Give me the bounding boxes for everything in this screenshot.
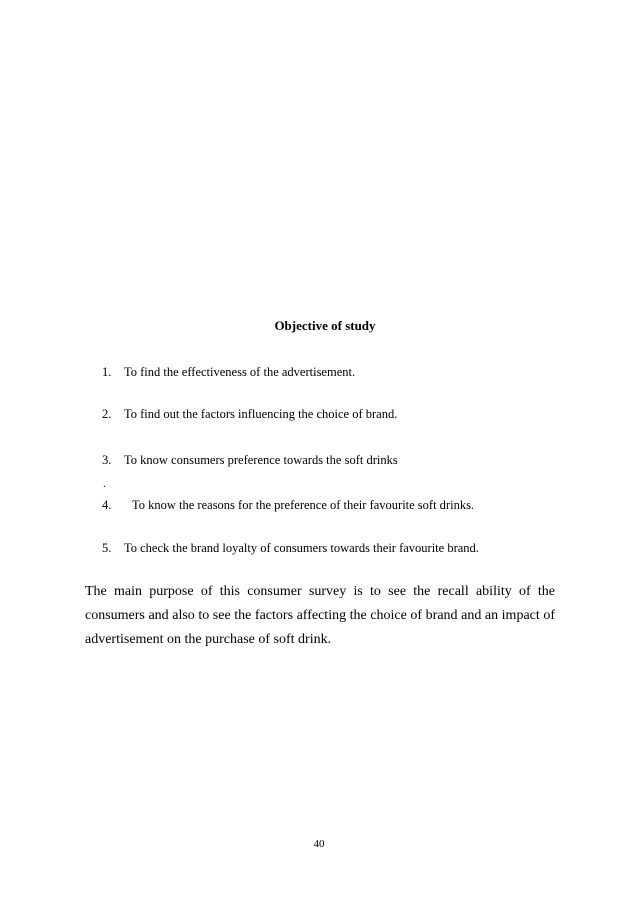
objective-item-2 bbox=[102, 407, 397, 422]
objective-text: To know the reasons for the preference of their favourite soft drinks. bbox=[132, 498, 475, 512]
objective-number: 3. bbox=[102, 453, 112, 467]
objective-text: To find the effectiveness of the advertisement. bbox=[124, 365, 356, 379]
objective-item-5 bbox=[102, 541, 479, 556]
objective-text: To check the brand loyalty of consumers towards their favourite brand. bbox=[124, 541, 479, 555]
objective-number: 5. bbox=[102, 541, 112, 555]
objective-text: To find out the factors influencing the choice of brand. bbox=[124, 407, 398, 421]
page-number: 40 bbox=[313, 838, 325, 850]
objective-number: 1. bbox=[102, 365, 112, 379]
objective-text: To know consumers preference towards the soft drinks bbox=[124, 453, 398, 467]
section-heading: Objective of study bbox=[274, 318, 376, 333]
objective-number: 4. bbox=[102, 498, 112, 512]
objective-item-1 bbox=[102, 365, 355, 380]
stray-period: . bbox=[103, 476, 106, 490]
body-paragraph: The main purpose of this consumer survey is to see the recall ability of the consumers and also to see the factors affecting the choice of brand and an impact of advertisement on the purchase of soft drink. bbox=[85, 584, 555, 647]
objective-item-3 bbox=[102, 453, 398, 468]
objective-number: 2. bbox=[102, 407, 112, 421]
objective-item-4 bbox=[102, 498, 474, 513]
